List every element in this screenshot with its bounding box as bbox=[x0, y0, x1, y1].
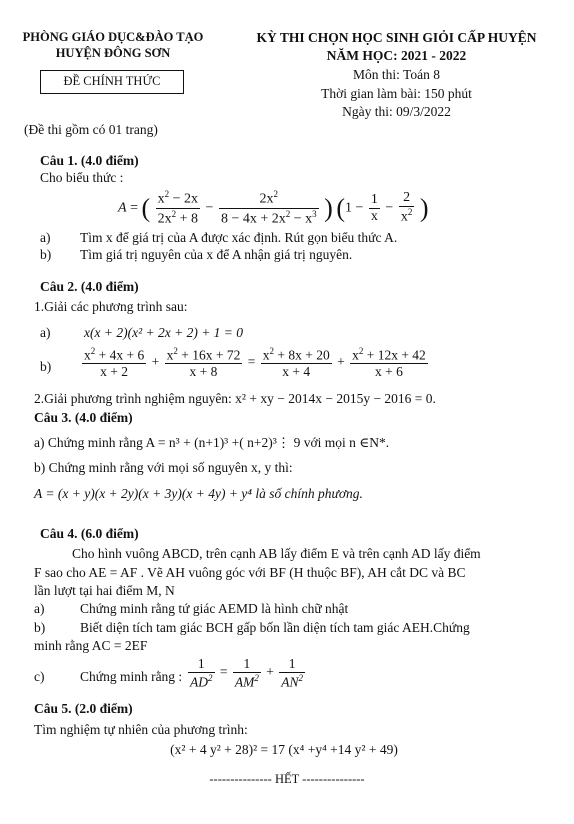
q2-a-label: a) bbox=[40, 325, 51, 340]
q2-b-equation: $\frac{x^2 + 4x + 6}{x + 2}$ + $\frac{x^2 + 16x + 72}{x + 8}$ = $\frac{x^2 + 8x + 20}{x + 4}$ + $\frac{x^2 + 12x + 42}{x + 6}$ bbox=[84, 346, 426, 380]
q4-c-label: c) bbox=[34, 669, 45, 684]
district-name: HUYỆN ĐÔNG SƠN bbox=[55, 46, 171, 60]
q1-b-text: Tìm giá trị nguyên của x để A nhận giá trị nguyên. bbox=[80, 247, 353, 262]
subject: Môn thi: Toán 8 bbox=[353, 67, 440, 82]
q5-intro: Tìm nghiệm tự nhiên của phương trình: bbox=[34, 722, 248, 737]
q4-line3: lần lượt tại hai điểm M, N bbox=[34, 583, 175, 598]
q3-a-text: a) Chứng minh rằng A = n³ + (n+1)³ +( n+2)³⋮ 9 với mọi n ∈N*. bbox=[34, 435, 390, 450]
q4-c-equation: $\frac{1}{AD^2}$ = $\frac{1}{AM^2}$ + $\frac{1}{AN^2}$ bbox=[190, 656, 304, 690]
q1-a-label: a) bbox=[40, 230, 51, 245]
q1-b-label: b) bbox=[40, 247, 52, 262]
q4-line2: F sao cho AE = AF . Vẽ AH vuông góc với BF (H thuộc BF), AH cắt DC và BC bbox=[34, 565, 466, 580]
school-year: NĂM HỌC: 2021 - 2022 bbox=[326, 48, 467, 63]
q2-sub2: 2.Giải phương trình nghiệm nguyên: x² + xy − 2014x − 2015y − 2016 = 0. bbox=[34, 391, 436, 406]
exam-title: KỲ THI CHỌN HỌC SINH GIỎI CẤP HUYỆN bbox=[256, 30, 537, 45]
q5-equation: (x² + 4 y² + 28)² = 17 (x⁴ +y⁴ +14 y² + 49) bbox=[170, 742, 398, 757]
q3-title: Câu 3. (4.0 điểm) bbox=[34, 410, 133, 425]
q4-c-text: Chứng minh rằng : bbox=[80, 669, 183, 684]
q4-line1: Cho hình vuông ABCD, trên cạnh AB lấy điểm E và trên cạnh AD lấy điểm bbox=[72, 546, 481, 561]
q1-expression: A = ( $\frac{x^2 - 2x}{2x^2 + 8}$ − $\frac{2x^2}{8 - 4x + 2x^2 - x^3}$ ) (1 − $\frac{1}{x}$ − $\frac{2}{x^2}$ ) bbox=[118, 189, 429, 227]
q2-title: Câu 2. (4.0 điểm) bbox=[40, 279, 139, 294]
pages-note: (Đề thi gồm có 01 trang) bbox=[24, 122, 158, 137]
q4-a-label: a) bbox=[34, 601, 45, 616]
q3-b-text: b) Chứng minh rằng với mọi số nguyên x, y thì: bbox=[34, 460, 293, 475]
q5-title: Câu 5. (2.0 điểm) bbox=[34, 701, 133, 716]
q1-title: Câu 1. (4.0 điểm) bbox=[40, 153, 139, 168]
official-label: ĐỀ CHÍNH THỨC bbox=[63, 74, 161, 88]
q2-b-label: b) bbox=[40, 359, 52, 374]
q4-b-text: Biết diện tích tam giác BCH gấp bốn lần diện tích tam giác AEH.Chứng bbox=[80, 620, 470, 635]
exam-time: Thời gian làm bài: 150 phút bbox=[321, 86, 472, 101]
q4-title: Câu 4. (6.0 điểm) bbox=[40, 526, 139, 541]
end-marker: --------------- HẾT --------------- bbox=[209, 772, 365, 786]
department-name: PHÒNG GIÁO DỤC&ĐÀO TẠO bbox=[22, 30, 204, 44]
q4-b-text2: minh rằng AC = 2EF bbox=[34, 638, 148, 653]
q1-a-text: Tìm x để giá trị của A được xác định. Rút gọn biểu thức A. bbox=[80, 230, 398, 245]
q3-b-equation: A = (x + y)(x + 2y)(x + 3y)(x + 4y) + y⁴ là số chính phương. bbox=[34, 486, 363, 501]
exam-date: Ngày thi: 09/3/2022 bbox=[342, 104, 451, 119]
q4-b-label: b) bbox=[34, 620, 46, 635]
q2-a-equation: x(x + 2)(x² + 2x + 2) + 1 = 0 bbox=[84, 325, 244, 340]
q1-intro: Cho biểu thức : bbox=[40, 170, 124, 185]
q4-a-text: Chứng minh rằng tứ giác AEMD là hình chữ nhật bbox=[80, 601, 349, 616]
q2-sub1: 1.Giải các phương trình sau: bbox=[34, 299, 188, 314]
